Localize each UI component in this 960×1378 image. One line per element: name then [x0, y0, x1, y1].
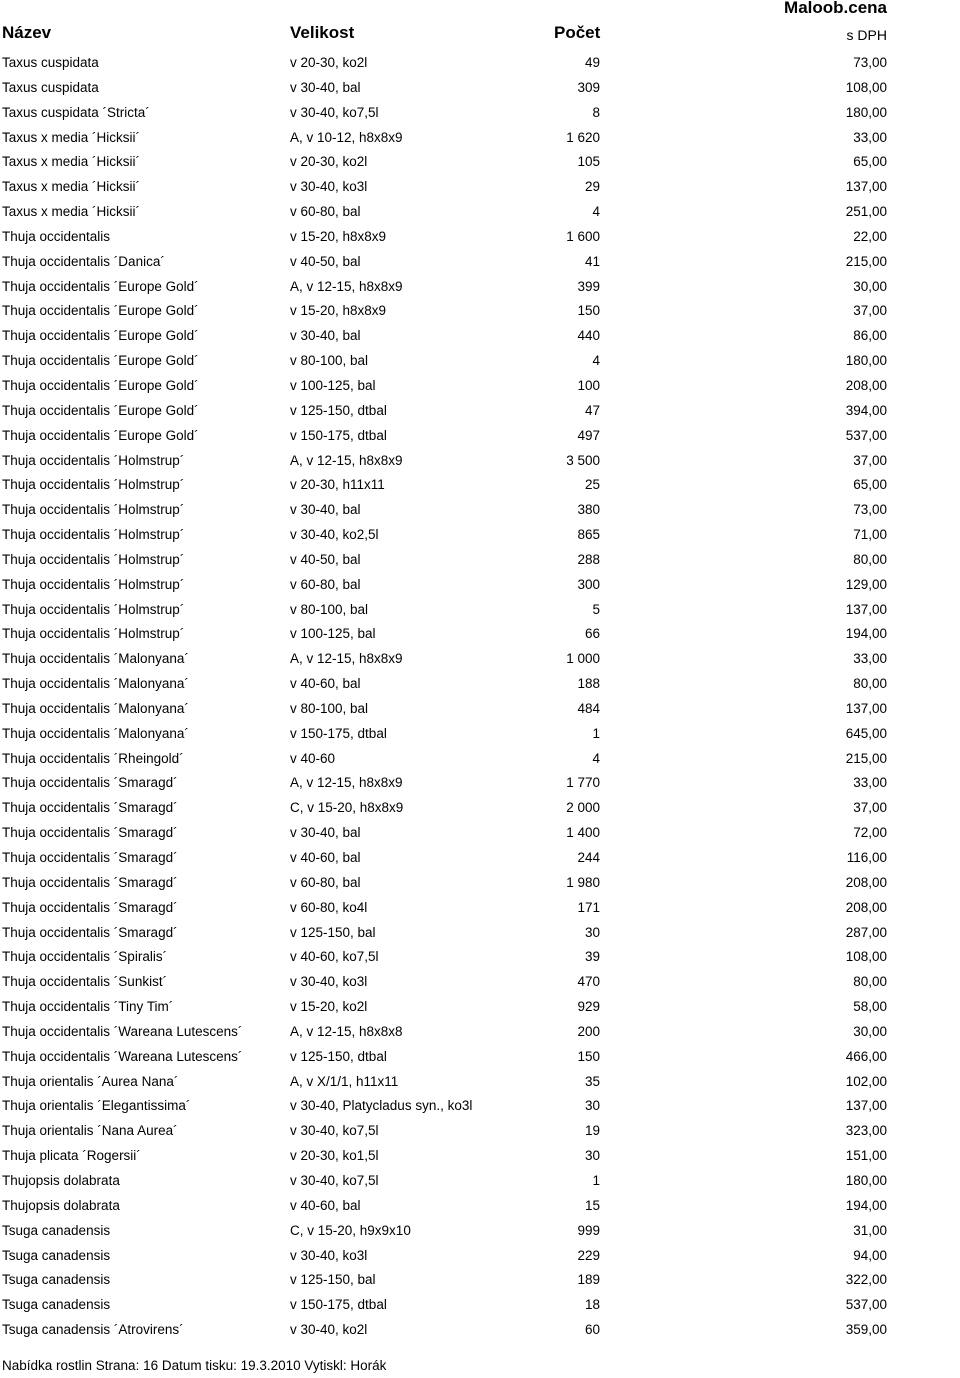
cell-price: 80,00 — [853, 974, 887, 990]
cell-count: 929 — [577, 999, 600, 1015]
cell-name: Thuja occidentalis ´Sunkist´ — [2, 974, 168, 990]
cell-name: Thuja occidentalis ´Smaragd´ — [2, 899, 178, 915]
cell-size: v 80-100, bal — [290, 700, 369, 716]
cell-count: 380 — [577, 502, 600, 518]
cell-price: 322,00 — [845, 1272, 887, 1288]
cell-count: 300 — [577, 576, 600, 592]
cell-name: Thuja occidentalis ´Holmstrup´ — [2, 551, 185, 567]
table-row — [0, 946, 960, 971]
cell-count: 1 770 — [566, 775, 600, 791]
cell-price: 208,00 — [845, 899, 887, 915]
cell-name: Thujopsis dolabrata — [2, 1172, 120, 1188]
header-price: Maloob.cena — [784, 0, 887, 17]
cell-price: 129,00 — [845, 576, 887, 592]
cell-name: Thuja occidentalis ´Europe Gold´ — [2, 353, 199, 369]
header-count: Počet — [554, 23, 601, 42]
cell-count: 100 — [577, 377, 600, 393]
cell-count: 4 — [592, 204, 600, 220]
cell-name: Thuja occidentalis ´Malonyana´ — [2, 676, 189, 692]
cell-name: Thuja occidentalis ´Malonyana´ — [2, 725, 189, 741]
cell-count: 1 400 — [566, 825, 600, 841]
cell-count: 865 — [577, 527, 600, 543]
table-row — [0, 102, 960, 127]
cell-size: v 15-20, h8x8x9 — [290, 303, 387, 319]
cell-name: Thujopsis dolabrata — [2, 1197, 120, 1213]
cell-count: 105 — [577, 154, 600, 170]
cell-count: 66 — [584, 626, 600, 642]
cell-name: Tsuga canadensis — [2, 1247, 111, 1263]
cell-count: 3 500 — [566, 452, 600, 468]
cell-name: Thuja occidentalis ´Holmstrup´ — [2, 452, 185, 468]
cell-count: 288 — [577, 551, 600, 567]
cell-name: Thuja occidentalis ´Holmstrup´ — [2, 626, 185, 642]
cell-price: 287,00 — [845, 924, 887, 940]
cell-count: 41 — [584, 253, 600, 269]
cell-size: v 30-40, ko2,5l — [290, 527, 379, 543]
cell-count: 60 — [584, 1322, 600, 1338]
table-row — [0, 872, 960, 897]
table-row — [0, 350, 960, 375]
cell-size: v 40-60, bal — [290, 850, 361, 865]
cell-price: 537,00 — [845, 427, 887, 443]
cell-price: 137,00 — [845, 601, 887, 617]
cell-name: Thuja occidentalis ´Europe Gold´ — [2, 427, 199, 443]
table-row — [0, 300, 960, 325]
cell-price: 65,00 — [853, 154, 887, 170]
cell-size: v 40-50, bal — [290, 253, 361, 269]
cell-count: 47 — [584, 402, 600, 418]
cell-price: 151,00 — [845, 1148, 887, 1164]
cell-name: Thuja occidentalis ´Smaragd´ — [2, 924, 178, 940]
table-row — [0, 574, 960, 599]
cell-size: v 150-175, dtbal — [290, 725, 387, 741]
cell-count: 229 — [577, 1247, 600, 1263]
cell-count: 150 — [577, 303, 600, 319]
cell-price: 645,00 — [845, 725, 887, 741]
cell-size: v 30-40, ko7,5l — [290, 1172, 379, 1188]
cell-size: v 20-30, ko1,5l — [290, 1148, 379, 1164]
cell-name: Thuja occidentalis ´Holmstrup´ — [2, 576, 185, 592]
cell-count: 1 620 — [566, 129, 600, 145]
cell-name: Taxus x media ´Hicksii´ — [2, 179, 141, 195]
cell-size: v 60-80, bal — [290, 874, 361, 890]
cell-size: v 150-175, dtbal — [290, 1297, 387, 1313]
cell-size: v 20-30, h11x11 — [290, 477, 385, 493]
cell-count: 39 — [584, 949, 600, 965]
table-row — [0, 996, 960, 1021]
cell-name: Tsuga canadensis — [2, 1297, 111, 1313]
cell-size: C, v 15-20, h8x8x9 — [290, 800, 404, 816]
cell-name: Thuja occidentalis — [2, 228, 111, 244]
cell-size: v 15-20, ko2l — [290, 999, 368, 1015]
cell-name: Thuja occidentalis ´Smaragd´ — [2, 874, 178, 890]
cell-count: 1 600 — [566, 228, 600, 244]
cell-price: 116,00 — [846, 850, 887, 865]
cell-count: 49 — [584, 55, 600, 70]
cell-size: v 40-60, bal — [290, 676, 361, 692]
cell-size: A, v 12-15, h8x8x8 — [290, 1023, 403, 1039]
cell-price: 215,00 — [845, 750, 887, 766]
cell-count: 484 — [577, 700, 600, 716]
cell-count: 19 — [584, 1123, 600, 1139]
table-row — [0, 450, 960, 475]
cell-name: Thuja occidentalis ´Smaragd´ — [2, 775, 178, 791]
cell-name: Taxus cuspidata — [2, 79, 99, 95]
cell-count: 8 — [592, 104, 600, 120]
cell-name: Taxus x media ´Hicksii´ — [2, 204, 141, 220]
cell-size: v 30-40, ko2l — [290, 1322, 368, 1338]
cell-price: 215,00 — [845, 253, 887, 269]
cell-price: 80,00 — [853, 676, 887, 692]
cell-size: v 30-40, bal — [290, 328, 361, 344]
cell-size: v 30-40, ko3l — [290, 1247, 368, 1263]
cell-price: 80,00 — [853, 551, 887, 567]
cell-size: v 125-150, bal — [290, 924, 376, 940]
cell-price: 37,00 — [853, 303, 887, 319]
cell-count: 30 — [584, 924, 600, 940]
cell-price: 208,00 — [845, 377, 887, 393]
cell-price: 180,00 — [845, 353, 887, 369]
cell-count: 188 — [577, 676, 600, 692]
cell-size: v 30-40, bal — [290, 502, 361, 518]
cell-size: v 30-40, bal — [290, 825, 361, 841]
cell-count: 1 000 — [566, 651, 600, 667]
table-row — [0, 1245, 960, 1270]
cell-name: Thuja occidentalis ´Tiny Tim´ — [2, 999, 174, 1015]
cell-count: 25 — [584, 477, 600, 493]
cell-count: 999 — [577, 1222, 600, 1238]
cell-count: 5 — [592, 601, 600, 617]
table-row — [0, 1071, 960, 1096]
cell-price: 37,00 — [853, 452, 887, 468]
cell-price: 537,00 — [845, 1297, 887, 1313]
cell-name: Thuja occidentalis ´Rheingold´ — [2, 750, 184, 766]
cell-size: v 30-40, ko3l — [290, 974, 368, 990]
cell-count: 189 — [577, 1272, 600, 1288]
table-row — [0, 524, 960, 549]
table-row — [0, 847, 960, 872]
cell-count: 18 — [584, 1297, 600, 1313]
table-row — [0, 897, 960, 922]
cell-name: Thuja occidentalis ´Wareana Lutescens´ — [2, 1048, 243, 1064]
cell-price: 86,00 — [853, 328, 887, 344]
cell-name: Thuja occidentalis ´Europe Gold´ — [2, 303, 199, 319]
table-row — [0, 723, 960, 748]
cell-size: v 40-60, ko7,5l — [290, 949, 379, 965]
cell-size: v 20-30, ko2l — [290, 55, 368, 70]
table-row — [0, 623, 960, 648]
cell-size: v 40-60 — [290, 750, 336, 766]
cell-size: v 150-175, dtbal — [290, 427, 387, 443]
table-row — [0, 325, 960, 350]
table-row — [0, 922, 960, 947]
cell-count: 497 — [577, 427, 600, 443]
cell-count: 35 — [584, 1073, 600, 1089]
cell-size: A, v 12-15, h8x8x9 — [290, 278, 403, 294]
table-row — [0, 549, 960, 574]
cell-name: Thuja occidentalis ´Smaragd´ — [2, 850, 178, 865]
cell-count: 30 — [584, 1098, 600, 1114]
cell-price: 73,00 — [853, 55, 887, 70]
table-row — [0, 1220, 960, 1245]
cell-count: 4 — [592, 353, 600, 369]
table-row — [0, 1195, 960, 1220]
cell-name: Thuja occidentalis ´Smaragd´ — [2, 825, 178, 841]
cell-price: 102,00 — [845, 1073, 887, 1089]
header-name: Název — [2, 23, 52, 42]
cell-count: 244 — [577, 850, 600, 865]
cell-size: v 60-80, ko4l — [290, 899, 368, 915]
cell-size: A, v X/1/1, h11x11 — [290, 1073, 399, 1089]
cell-name: Thuja occidentalis ´Wareana Lutescens´ — [2, 1023, 243, 1039]
cell-name: Thuja orientalis ´Elegantissima´ — [2, 1098, 191, 1114]
cell-name: Thuja occidentalis ´Europe Gold´ — [2, 328, 199, 344]
cell-size: v 125-150, bal — [290, 1272, 376, 1288]
cell-name: Thuja occidentalis ´Danica´ — [2, 253, 165, 269]
table-row — [0, 226, 960, 251]
cell-count: 399 — [577, 278, 600, 294]
cell-size: v 30-40, ko7,5l — [290, 1123, 379, 1139]
cell-size: v 60-80, bal — [290, 204, 361, 220]
cell-name: Tsuga canadensis — [2, 1222, 111, 1238]
cell-count: 470 — [577, 974, 600, 990]
cell-price: 137,00 — [845, 1098, 887, 1114]
cell-size: v 100-125, bal — [290, 377, 376, 393]
table-row — [0, 648, 960, 673]
table-row — [0, 1021, 960, 1046]
cell-size: v 40-50, bal — [290, 551, 361, 567]
cell-count: 440 — [577, 328, 600, 344]
cell-count: 1 — [592, 1172, 600, 1188]
cell-count: 1 — [592, 725, 600, 741]
cell-name: Taxus x media ´Hicksii´ — [2, 129, 141, 145]
cell-size: v 30-40, ko7,5l — [290, 104, 379, 120]
cell-price: 137,00 — [845, 179, 887, 195]
cell-price: 30,00 — [853, 278, 887, 294]
table-row — [0, 599, 960, 624]
cell-name: Thuja occidentalis ´Holmstrup´ — [2, 601, 185, 617]
cell-size: v 100-125, bal — [290, 626, 376, 642]
table-row — [0, 375, 960, 400]
cell-price: 33,00 — [853, 651, 887, 667]
table-row — [0, 499, 960, 524]
table-row — [0, 474, 960, 499]
table-row — [0, 1319, 960, 1344]
cell-name: Thuja orientalis ´Nana Aurea´ — [2, 1123, 178, 1139]
cell-name: Thuja occidentalis ´Malonyana´ — [2, 651, 189, 667]
cell-price: 72,00 — [853, 825, 887, 841]
cell-price: 323,00 — [845, 1123, 887, 1139]
cell-count: 200 — [577, 1023, 600, 1039]
cell-size: v 40-60, bal — [290, 1197, 361, 1213]
cell-count: 15 — [584, 1197, 600, 1213]
table-row — [0, 1145, 960, 1170]
cell-price: 37,00 — [853, 800, 887, 816]
cell-size: A, v 12-15, h8x8x9 — [290, 651, 403, 667]
cell-count: 30 — [584, 1148, 600, 1164]
cell-size: A, v 12-15, h8x8x9 — [290, 452, 403, 468]
cell-price: 180,00 — [845, 1172, 887, 1188]
cell-price: 71,00 — [853, 527, 887, 543]
cell-count: 171 — [577, 899, 600, 915]
table-row — [0, 797, 960, 822]
table-row — [0, 1095, 960, 1120]
cell-price: 194,00 — [845, 626, 887, 642]
cell-name: Thuja occidentalis ´Europe Gold´ — [2, 278, 199, 294]
table-row — [0, 127, 960, 152]
cell-price: 22,00 — [853, 228, 887, 244]
page-footer: Nabídka rostlin Strana: 16 Datum tisku: 19.3.2010 Vytiskl: Horák — [2, 1358, 387, 1373]
cell-count: 1 980 — [566, 874, 600, 890]
cell-price: 394,00 — [845, 402, 887, 418]
cell-price: 359,00 — [845, 1322, 887, 1338]
cell-price: 180,00 — [845, 104, 887, 120]
table-row — [0, 822, 960, 847]
table-row — [0, 201, 960, 226]
cell-name: Thuja occidentalis ´Holmstrup´ — [2, 477, 185, 493]
table-row — [0, 276, 960, 301]
cell-price: 73,00 — [853, 502, 887, 518]
cell-name: Thuja occidentalis ´Smaragd´ — [2, 800, 178, 816]
table-row — [0, 251, 960, 276]
cell-name: Tsuga canadensis — [2, 1272, 111, 1288]
cell-size: v 30-40, Platycladus syn., ko3l — [290, 1098, 473, 1114]
table-row — [0, 971, 960, 996]
cell-name: Thuja orientalis ´Aurea Nana´ — [2, 1073, 179, 1089]
header-size: Velikost — [290, 23, 355, 42]
cell-size: v 30-40, bal — [290, 79, 361, 95]
cell-size: v 20-30, ko2l — [290, 154, 368, 170]
table-row — [0, 400, 960, 425]
cell-count: 4 — [592, 750, 600, 766]
table-row — [0, 748, 960, 773]
cell-price: 108,00 — [845, 949, 887, 965]
price-list-table — [0, 52, 960, 1344]
cell-price: 194,00 — [845, 1197, 887, 1213]
cell-count: 29 — [584, 179, 600, 195]
cell-price: 108,00 — [845, 79, 887, 95]
cell-count: 2 000 — [566, 800, 600, 816]
cell-price: 33,00 — [853, 129, 887, 145]
header-price-sub: s DPH — [846, 27, 887, 43]
cell-count: 150 — [577, 1048, 600, 1064]
table-row — [0, 1120, 960, 1145]
table-row — [0, 1269, 960, 1294]
cell-name: Taxus cuspidata — [2, 55, 99, 70]
cell-size: v 60-80, bal — [290, 576, 361, 592]
cell-size: v 125-150, dtbal — [290, 402, 387, 418]
table-row — [0, 425, 960, 450]
cell-name: Thuja occidentalis ´Spiralis´ — [2, 949, 168, 965]
table-row — [0, 52, 960, 77]
cell-name: Thuja plicata ´Rogersii´ — [2, 1148, 141, 1164]
cell-size: v 15-20, h8x8x9 — [290, 228, 387, 244]
cell-name: Tsuga canadensis ´Atrovirens´ — [2, 1322, 184, 1338]
cell-price: 58,00 — [853, 999, 887, 1015]
cell-price: 251,00 — [845, 204, 887, 220]
cell-size: A, v 12-15, h8x8x9 — [290, 775, 403, 791]
cell-price: 208,00 — [845, 874, 887, 890]
cell-name: Thuja occidentalis ´Malonyana´ — [2, 700, 189, 716]
table-row — [0, 151, 960, 176]
cell-size: v 80-100, bal — [290, 601, 369, 617]
cell-name: Thuja occidentalis ´Europe Gold´ — [2, 377, 199, 393]
table-row — [0, 1046, 960, 1071]
cell-size: v 30-40, ko3l — [290, 179, 368, 195]
cell-size: A, v 10-12, h8x8x9 — [290, 129, 403, 145]
table-row — [0, 698, 960, 723]
cell-size: C, v 15-20, h9x9x10 — [290, 1222, 411, 1238]
cell-size: v 80-100, bal — [290, 353, 369, 369]
cell-price: 31,00 — [853, 1222, 887, 1238]
cell-name: Thuja occidentalis ´Holmstrup´ — [2, 527, 185, 543]
table-row — [0, 1170, 960, 1195]
cell-name: Taxus cuspidata ´Stricta´ — [2, 104, 150, 120]
cell-name: Thuja occidentalis ´Europe Gold´ — [2, 402, 199, 418]
table-row — [0, 77, 960, 102]
table-row — [0, 1294, 960, 1319]
cell-name: Taxus x media ´Hicksii´ — [2, 154, 141, 170]
cell-price: 94,00 — [853, 1247, 887, 1263]
cell-price: 30,00 — [853, 1023, 887, 1039]
cell-size: v 125-150, dtbal — [290, 1048, 387, 1064]
cell-price: 466,00 — [845, 1048, 887, 1064]
cell-count: 309 — [577, 79, 600, 95]
cell-name: Thuja occidentalis ´Holmstrup´ — [2, 502, 185, 518]
cell-price: 33,00 — [853, 775, 887, 791]
table-row — [0, 176, 960, 201]
cell-price: 65,00 — [853, 477, 887, 493]
cell-price: 137,00 — [845, 700, 887, 716]
table-row — [0, 673, 960, 698]
table-row — [0, 772, 960, 797]
